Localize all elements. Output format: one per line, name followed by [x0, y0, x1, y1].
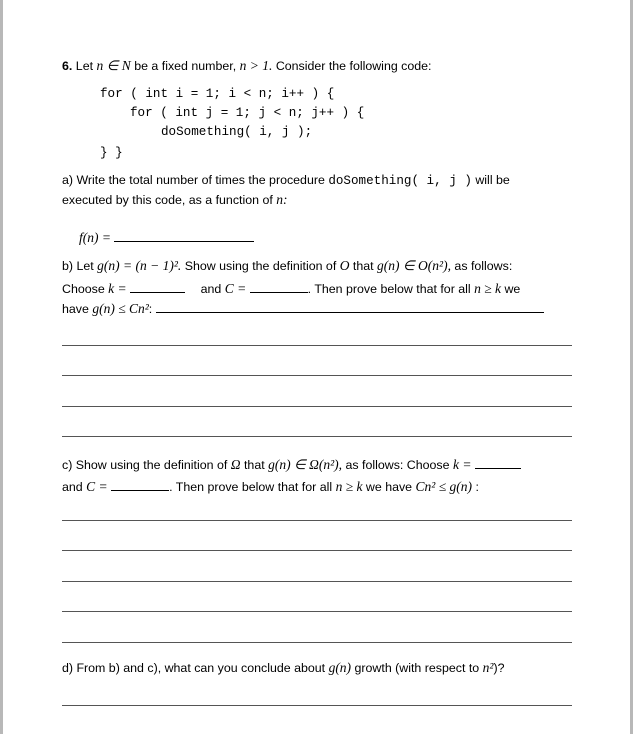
part-a-text: a) Write the total number of times the procedure: [62, 173, 325, 187]
f-of-n-row: [79, 229, 254, 246]
part-b-answer-line-1[interactable]: [62, 345, 572, 346]
document-page: [62, 0, 582, 734]
part-c-n-ge-k: n ≥ k: [335, 479, 363, 494]
part-c-text: c) Show using the definition of: [62, 458, 228, 472]
part-c-k-blank[interactable]: [475, 456, 521, 469]
part-b-answer-line-4[interactable]: [62, 436, 572, 437]
part-b-answer-line-2[interactable]: [62, 375, 572, 376]
c-equals: C =: [224, 281, 247, 296]
part-b-answer-blank[interactable]: [156, 300, 544, 313]
part-b-math-3: g(n) ∈ O(n²),: [377, 258, 451, 273]
part-d-math: g(n): [328, 660, 352, 675]
k-equals: k =: [108, 281, 127, 296]
question-6-intro: [62, 58, 431, 74]
part-b-text: b) Let: [62, 259, 94, 273]
part-c-inequality: Cn² ≤ g(n): [415, 479, 472, 494]
part-a-line-1: [62, 172, 510, 189]
part-c-answer-line-4[interactable]: [62, 611, 572, 612]
part-b-c-blank[interactable]: [250, 280, 308, 293]
f-of-n-answer-blank[interactable]: [114, 229, 254, 242]
n-ge-k: n ≥ k: [474, 281, 502, 296]
part-c-math-2: g(n) ∈ Ω(n²),: [268, 457, 343, 472]
part-c-text-3: as follows: Choose: [345, 458, 450, 472]
choose-k-text: Choose: [62, 282, 105, 296]
part-b-k-blank[interactable]: [130, 280, 185, 293]
we-text: we: [504, 282, 521, 296]
part-b-line-2: [62, 280, 520, 297]
part-d-line: [62, 660, 504, 676]
part-d-math-2: n²: [482, 660, 494, 675]
part-b-text-3: that: [352, 259, 374, 273]
intro-text-2: be a fixed number,: [134, 59, 237, 73]
part-c-colon: :: [475, 480, 479, 494]
part-b-line-3: [62, 300, 544, 317]
and-text: and: [200, 282, 222, 296]
intro-text: Let: [75, 59, 94, 73]
part-c-text-2: that: [243, 458, 265, 472]
part-c-answer-line-3[interactable]: [62, 581, 572, 582]
part-b-answer-line-3[interactable]: [62, 406, 572, 407]
part-b-math: g(n) = (n − 1)².: [97, 258, 182, 273]
part-d-text-2: growth (with respect to: [354, 661, 480, 675]
part-d-answer-line[interactable]: [62, 705, 572, 706]
part-c-we-have: we have: [365, 480, 413, 494]
part-c-c-blank[interactable]: [111, 478, 169, 491]
part-c-c-equals: C =: [86, 479, 108, 494]
part-d-text: d) From b) and c), what can you conclude about: [62, 661, 326, 675]
part-a-math: n:: [276, 192, 288, 207]
part-a-text-end: will be: [475, 173, 510, 187]
code-line-2: for ( int j = 1; j < n; j++ ) {: [130, 106, 365, 120]
part-a-text-2: executed by this code, as a function of: [62, 193, 273, 207]
code-line-4: } }: [100, 146, 123, 160]
f-of-n-label: f(n) =: [79, 230, 111, 245]
then-prove-text: . Then prove below that for all: [307, 282, 471, 296]
part-d-text-3: )?: [493, 661, 505, 675]
part-c-then-prove: . Then prove below that for all: [169, 480, 333, 494]
part-a-code: doSomething( i, j ): [328, 174, 472, 188]
part-c-answer-line-1[interactable]: [62, 520, 572, 521]
part-c-answer-line-2[interactable]: [62, 550, 572, 551]
part-b-math-2: O: [339, 258, 350, 273]
part-b-line-1: [62, 258, 512, 274]
part-b-text-4: as follows:: [454, 259, 513, 273]
have-math: g(n) ≤ Cn²: [92, 301, 149, 316]
part-c-line-1: [62, 456, 521, 473]
colon: :: [148, 302, 153, 316]
part-c-and-text: and: [62, 480, 83, 494]
intro-text-3: Consider the following code:: [275, 59, 432, 73]
intro-math: n ∈ N: [96, 58, 131, 73]
part-c-math: Ω: [230, 457, 241, 472]
part-c-k-equals: k =: [452, 457, 472, 472]
code-line-1: for ( int i = 1; i < n; i++ ) {: [100, 87, 335, 101]
part-c-answer-line-5[interactable]: [62, 642, 572, 643]
part-a-line-2: [62, 192, 287, 208]
question-number: 6.: [62, 59, 73, 73]
page-left-edge: [0, 0, 3, 734]
part-b-text-2: Show using the definition of: [184, 259, 337, 273]
intro-math-2: n > 1.: [239, 58, 273, 73]
code-line-3: doSomething( i, j );: [161, 125, 313, 139]
have-text: have: [62, 302, 89, 316]
part-c-line-2: [62, 478, 479, 495]
